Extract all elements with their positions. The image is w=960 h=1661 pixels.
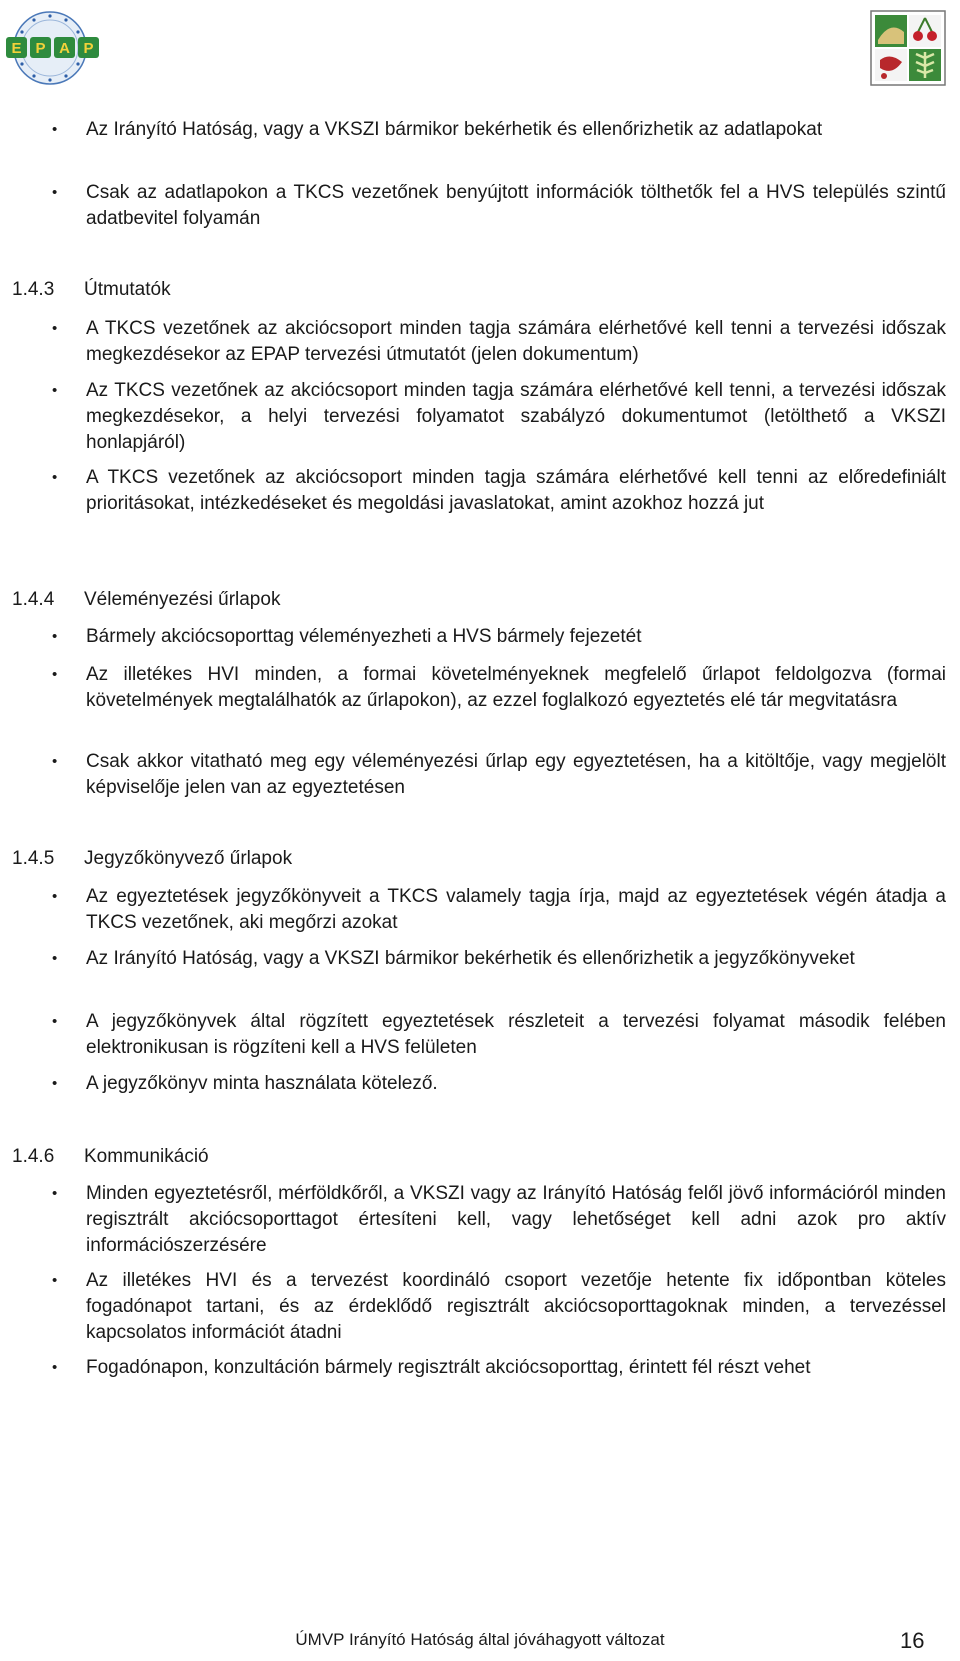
section-number: 1.4.6 <box>12 1146 55 1167</box>
intro-bullet-1: Az Irányító Hatóság, vagy a VKSZI bármikor bekérhetik és ellenőrizhetik az adatlapokat <box>86 119 823 140</box>
section-title: Kommunikáció <box>84 1146 209 1167</box>
section-1-4-6-bullet-1: Minden egyeztetésről, mérföldkőről, a VKSZI vagy az Irányító Hatóság felől jövő információról minden regisztrált akciócsoporttagot értesíteni kell, vagy lehetőséget kell adni azok pro aktív információszerzésére <box>86 1183 946 1256</box>
section-1-4-4-bullet-1: Bármely akciócsoporttag véleményezheti a HVS bármely fejezetét <box>86 626 642 647</box>
section-1-4-3-bullet-2: Az TKCS vezetőnek az akciócsoport minden tagja számára elérhetővé kell tenni, a tervezési időszak megkezdésekor, a helyi tervezési folyamatot szabályzó dokumentumot (letölthető a VKSZI honlapjáról) <box>86 380 946 453</box>
bullet-marker <box>52 662 68 688</box>
svg-text:P: P <box>35 40 46 57</box>
footer-text: ÚMVP Irányító Hatóság által jóváhagyott változat <box>295 1630 665 1649</box>
section-1-4-5-bullet-3: A jegyzőkönyvek által rögzített egyeztetések részleteit a tervezési folyamat második felében elektronikusan is rögzíteni kell a HVS felületen <box>86 1011 946 1058</box>
section-1-4-3-bullet-3: A TKCS vezetőnek az akciócsoport minden tagja számára elérhetővé kell tenni az előredefiniált prioritásokat, intézkedéseket és megoldási javaslatokat, amint azokhoz hozzá jut <box>86 467 946 514</box>
svg-text:E: E <box>11 40 22 57</box>
section-heading-1-4-5 <box>12 847 292 871</box>
section-number: 1.4.4 <box>12 589 55 610</box>
section-1-4-5-bullet-1: Az egyeztetések jegyzőkönyveit a TKCS valamely tagja írja, majd az egyeztetések végén átadja a TKCS vezetőnek, aki megőrzi azokat <box>86 886 946 933</box>
section-number: 1.4.5 <box>12 848 55 869</box>
section-number: 1.4.3 <box>12 279 55 300</box>
bullet-marker <box>52 884 68 910</box>
bullet-marker <box>52 117 68 143</box>
bullet-marker <box>52 1181 68 1207</box>
section-1-4-5-bullet-4: A jegyzőkönyv minta használata kötelező. <box>86 1073 438 1094</box>
bullet-marker <box>52 1071 68 1097</box>
section-1-4-6-bullet-3: Fogadónapon, konzultáción bármely regisztrált akciócsoporttag, érintett fél részt vehet <box>86 1357 811 1378</box>
bullet-marker <box>52 180 68 206</box>
section-title: Véleményezési űrlapok <box>84 589 281 610</box>
section-heading-1-4-6 <box>12 1145 209 1169</box>
bullet-marker <box>52 946 68 972</box>
bullet-marker <box>52 465 68 491</box>
section-1-4-4-bullet-3: Csak akkor vitatható meg egy véleményezési űrlap egy egyeztetésen, ha a kitöltője, vagy megjelölt képviselője jelen van az egyeztetésen <box>86 751 946 798</box>
bullet-marker <box>52 316 68 342</box>
bullet-marker <box>52 624 68 650</box>
section-title: Jegyzőkönyvező űrlapok <box>84 848 293 869</box>
bullet-marker <box>52 1009 68 1035</box>
section-1-4-6-bullet-2: Az illetékes HVI és a tervezést koordináló csoport vezetője hetente fix időpontban köteles fogadónapot tartani, és az érdeklődő regisztrált akciócsoporttagoknak minden, a tervezéssel kapcsolatos információt átadni <box>86 1270 946 1343</box>
ministry-emblem-icon <box>870 10 946 86</box>
bullet-marker <box>52 1355 68 1381</box>
svg-text:P: P <box>83 40 94 57</box>
section-heading-1-4-3 <box>12 278 171 302</box>
bullet-marker <box>52 378 68 404</box>
bullet-marker <box>52 1268 68 1294</box>
section-heading-1-4-4 <box>12 588 280 612</box>
section-1-4-3-bullet-1: A TKCS vezetőnek az akciócsoport minden tagja számára elérhetővé kell tenni a tervezési időszak megkezdésekor az EPAP tervezési útmutatót (jelen dokumentum) <box>86 318 946 365</box>
section-1-4-5-bullet-2: Az Irányító Hatóság, vagy a VKSZI bármikor bekérhetik és ellenőrizhetik a jegyzőkönyveket <box>86 948 855 969</box>
section-1-4-4-bullet-2: Az illetékes HVI minden, a formai követelményeknek megfelelő űrlapot feldolgozva (formai követelmények megtalálhatók az űrlapokon), az ezzel foglalkozó egyeztetés elé tár megvitatásra <box>86 664 946 711</box>
intro-bullet-2: Csak az adatlapokon a TKCS vezetőnek benyújtott információk tölthetők fel a HVS település szintű adatbevitel folyamán <box>86 182 946 229</box>
section-title: Útmutatók <box>84 279 171 300</box>
page-number: 16 <box>900 1628 925 1653</box>
svg-text:A: A <box>59 40 70 57</box>
bullet-marker <box>52 749 68 775</box>
epap-logo <box>4 6 104 92</box>
